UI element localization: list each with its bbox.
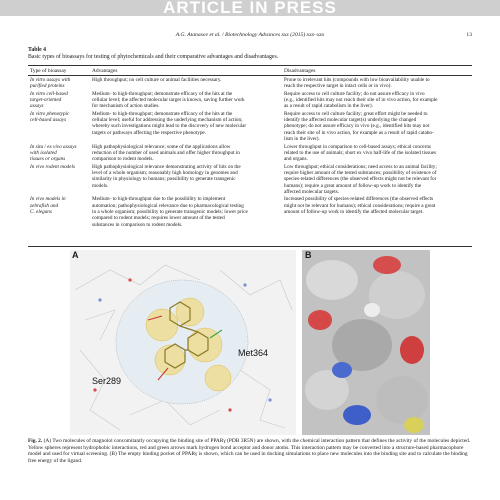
table-cell-line: Require access to cell culture facility; do not assure efficacy in vivo (284, 90, 425, 97)
table-cell-line: identify the affected molecular target(s) underlying the changed (284, 117, 417, 124)
table-cell-line: In vivo rodent models (30, 163, 75, 170)
table-cell-adv (92, 91, 274, 110)
table-cell-adv (92, 144, 274, 163)
table-header-advantages: Advantages (92, 68, 118, 74)
panel-a-label: A (72, 250, 79, 260)
binding-site-rendering (70, 250, 296, 435)
table-cell-line: for mechanism of action studies. (92, 103, 160, 110)
table-cell-line: related to the use of animals; short ex vivo half-life of the isolated tissues (284, 149, 436, 156)
table-cell-line: In vitro phenotypic (30, 110, 70, 117)
table-cell-line: Prone to irrelevant hits (compounds with low bioavailability unable to (284, 77, 430, 83)
table-cell-dis (284, 164, 470, 195)
table-cell-adv (92, 196, 274, 227)
table-cell-dis (284, 111, 470, 142)
table-cell-line: might not be relevant for humans); ethical considerations; require a great (284, 202, 436, 209)
table-cell-line: reach their site of in vivo action, for example as a result of rapid catabo- (284, 129, 434, 136)
table-cell-type (30, 164, 88, 170)
table-cell-line: substances in comparison to rodent models. (92, 221, 183, 228)
table-cell-line: C. elegans (30, 208, 52, 215)
table-cell-line: Increased possibility of species-related differences (the observed effects (284, 196, 434, 203)
figure-caption-text: (A) Two molecules of magnolol concomitantly occupying the binding site of PPARγ (PDB 3R5N) are shown, with the chemical interaction pattern that defines the activity of the molecules depicted. Yellow spheres represent hydrophobic interactions, red and green arrows mark hydrogen bond acceptor and donor atoms. This interaction pattern may be converted into a structure-based pharmacophore model and used for virtual screening. (B) The empty binding pocket of PPARγ is shown, which can be used in docking simulations to place new molecules into the binding site and to calculate the binding free energy of the ligand. (28, 438, 471, 464)
table-header-rule (28, 75, 472, 76)
table-cell-line: reduction of the number of used animals and offer higher throughput in (92, 149, 240, 156)
table-cell-line: automation; pathophysiological relevance due to pharmacological testing (92, 202, 244, 209)
table-cell-dis (284, 196, 470, 215)
table-bottom-rule (28, 246, 472, 247)
table-cell-line: targets or pathways affecting the respective phenotype. (92, 129, 207, 136)
figure-caption-label: Fig. 2. (28, 438, 43, 444)
table-cell-line: lism in the liver). (284, 136, 320, 143)
panel-b-label: B (305, 250, 312, 260)
table-cell-type (30, 111, 88, 124)
table-cell-type (30, 144, 88, 163)
table-cell-line: cellular level; the affected molecular target is known, saving further work (92, 97, 245, 104)
table-cell-line: tissues or organs (30, 156, 66, 163)
table-cell-line: cellular level; useful for addressing the underlying mechanism of action; (92, 117, 243, 124)
banner-text: ARTICLE IN PRESS (163, 0, 337, 17)
table-cell-line: Require access to cell culture facility; great effort might be needed to (284, 110, 428, 117)
article-in-press-banner (0, 0, 500, 16)
table-cell-line: species-related differences (the observed effects might not be relevant for (284, 176, 437, 183)
table-cell-type (30, 91, 88, 110)
table-cell-line: Lower throughput in comparison to cell-based assays; ethical concerns (284, 143, 431, 150)
table-cell-line: assays (30, 103, 44, 110)
table-cell-line: purified proteins (30, 83, 65, 90)
table-cell-line: Medium- to high-throughput; demonstrate efficacy of the hits at the (92, 90, 233, 97)
table-cell-line: phenotype; do not assure efficacy in vivo (e.g., identified hits may not (284, 123, 430, 130)
table-cell-line: affected molecular targets. (284, 188, 339, 195)
table-cell-adv (92, 164, 274, 189)
table-header-disadvantages: Disadvantages (284, 68, 316, 74)
table-header-type: Type of bioassay (30, 68, 67, 74)
table-cell-line: comparison to rodent models. (92, 156, 154, 163)
table-cell-dis (284, 144, 470, 163)
table-cell-type (30, 196, 88, 215)
table-cell-dis (284, 77, 470, 90)
table-cell-line: in a whole organism; possibility to generate transgenic models; lower price (92, 208, 248, 215)
table-cell-line: models. (92, 182, 109, 189)
table-cell-line: In situ / ex vivo assays (30, 143, 77, 150)
table-cell-line: cell-based assays (30, 117, 67, 124)
table-cell-adv (92, 111, 274, 136)
table-top-rule (28, 65, 472, 66)
table-cell-line: with isolated (30, 149, 57, 156)
table-cell-line: amount of follow-up work to identify the affected molecular target. (284, 208, 424, 215)
table-cell-type (30, 77, 88, 90)
figure-caption (28, 438, 472, 464)
figure-panel-b (302, 250, 430, 435)
table-cell-line: In vitro assays with (30, 77, 71, 83)
table-cell-line: similarity in physiology to humans; possibility to generate transgenic (92, 176, 236, 183)
table-caption: Basic types of bioassays for testing of phytochemicals and their comparative advantages and disadvantages. (28, 54, 279, 60)
table-cell-line: as a result of rapid catabolism in the liver). (284, 103, 373, 110)
table-cell-line: High throughput; no cell culture or animal facilities necessary. (92, 77, 222, 83)
table-cell-line: Medium- to high-throughput due to the possibility to implement (92, 196, 226, 203)
table-cell-line: zebrafish and (30, 202, 59, 209)
table-cell-line: humans); require a great amount of follow-up work to identify the (284, 182, 422, 189)
figure-panel-a (70, 250, 296, 435)
binding-pocket-surface-rendering (302, 250, 430, 435)
table-cell-line: reach the respective target in intact cells or in vivo). (284, 83, 392, 90)
table-cell-line: and organs. (284, 156, 308, 163)
table-cell-line: Low throughput; ethical considerations; need access to an animal facility; (284, 163, 437, 170)
table-cell-dis (284, 91, 470, 110)
running-head-citation: A.G. Atanasov et al. / Biotechnology Advances xxx (2015) xxx–xxx (175, 32, 325, 38)
table-cell-line: (e.g., identified hits may not reach their site of in vivo action, for example (284, 97, 438, 104)
table-cell-line: compared to rodent models; requires lower amount of the tested (92, 215, 225, 222)
table-title: Table 4 (28, 47, 46, 53)
table-cell-line: In vivo models in (30, 196, 66, 203)
table-cell-line: whereby such investigations might lead to the discovery of new molecular (92, 123, 247, 130)
page-number: 13 (466, 32, 472, 38)
table-cell-line: require higher amount of the tested substances; possibility of existence of (284, 169, 437, 176)
table-cell-line: level of a whole organism; reasonably high homology in genomes and (92, 169, 238, 176)
residue-label-ser289: Ser289 (92, 376, 122, 386)
table-cell-line: Medium- to high-throughput; demonstrate efficacy of the hits at the (92, 110, 233, 117)
table-cell-line: High pathophysiological relevance; some of the applications allow (92, 143, 231, 150)
table-cell-line: High pathophysiological relevance demonstrating activity of hits on the (92, 163, 241, 170)
residue-label-met364: Met364 (238, 348, 269, 358)
table-cell-adv (92, 77, 274, 83)
table-cell-line: target-oriented (30, 97, 62, 104)
table-cell-line: In vitro cell-based (30, 90, 68, 97)
